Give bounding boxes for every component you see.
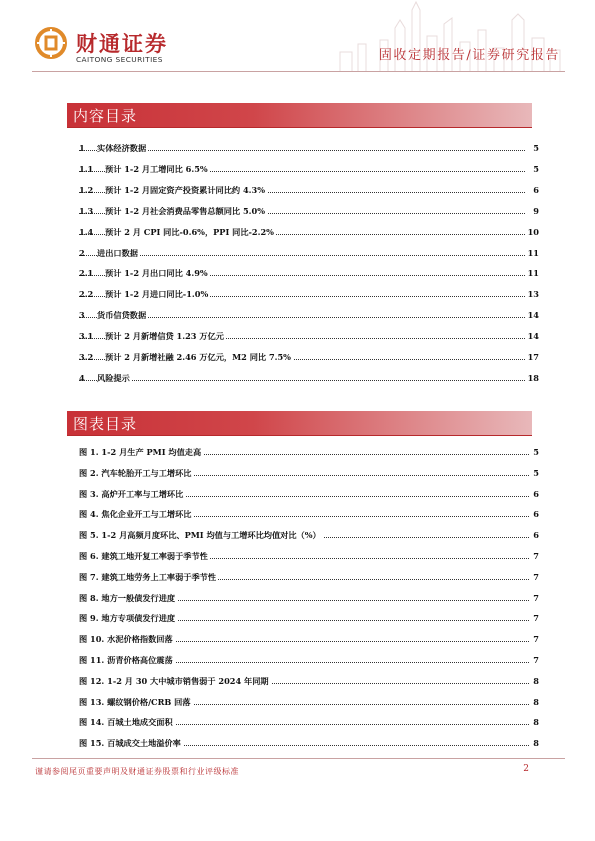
logo-chinese-name: 财通证券 — [76, 32, 168, 56]
figure-entry-page: 8 — [533, 696, 539, 707]
figure-entry-title: 图 4. 焦化企业开工与工增环比 — [79, 509, 192, 520]
figure-entry-title: 图 3. 高炉开工率与工增环比 — [79, 488, 184, 499]
figure-entry-title: 图 5. 1-2 月高频月度环比、PMI 均值与工增环比均值对比（%） — [79, 530, 321, 541]
report-type-label: 固收定期报告/证券研究报告 — [378, 48, 560, 63]
toc-entry[interactable] — [79, 227, 539, 241]
figures-heading-bar — [67, 411, 532, 435]
figure-entry[interactable] — [79, 593, 539, 607]
figure-entry-title: 图 11. 沥青价格高位震荡 — [79, 655, 173, 665]
figure-entry[interactable] — [79, 655, 539, 669]
toc-entry[interactable] — [79, 373, 539, 387]
figure-entry-page: 6 — [533, 530, 539, 541]
toc-entry[interactable] — [79, 248, 539, 262]
footer-disclaimer: 谨请参阅尾页重要声明及财通证券股票和行业评级标准 — [35, 767, 239, 776]
figure-entry-title: 图 13. 螺纹钢价格/CRB 回落 — [79, 696, 191, 707]
toc-entry-number: 3.2 — [79, 352, 94, 362]
figure-entry-page: 7 — [533, 571, 539, 582]
caitong-logo-icon — [34, 26, 68, 60]
toc-heading-rule — [67, 127, 532, 128]
figure-entry-title: 图 10. 水泥价格指数回落 — [79, 634, 173, 645]
figure-entry-page: 8 — [533, 738, 539, 749]
toc-entry[interactable] — [79, 185, 539, 199]
toc-entry-page: 9 — [533, 205, 539, 216]
leader-dots — [79, 380, 525, 381]
toc-entry-number: 1 — [79, 143, 85, 153]
figures-heading-rule — [67, 435, 532, 436]
figure-entry-page: 7 — [533, 634, 539, 645]
toc-entry-page: 11 — [527, 247, 539, 258]
figure-entry[interactable] — [79, 572, 539, 586]
figure-entry-page: 8 — [533, 717, 539, 728]
toc-entry[interactable] — [79, 206, 539, 220]
toc-entry-page: 14 — [527, 310, 539, 321]
toc-entry-title: 预计 1-2 月进口同比-1.0% — [105, 289, 209, 300]
figure-entry[interactable] — [79, 489, 539, 503]
toc-entry-number: 2.2 — [79, 289, 94, 300]
toc-entry-title: 预计 1-2 月固定资产投资累计同比约 4.3% — [105, 184, 265, 195]
toc-entry-page: 10 — [527, 226, 539, 237]
toc-entry-page: 5 — [533, 143, 539, 153]
figure-entry[interactable] — [79, 613, 539, 627]
toc-entry-number: 1.4 — [79, 226, 94, 237]
leader-dots — [79, 255, 525, 256]
toc-entry-number: 1.2 — [79, 184, 94, 195]
figure-entry[interactable] — [79, 551, 539, 565]
figure-entry[interactable] — [79, 697, 539, 711]
toc-entry-page: 6 — [533, 184, 539, 195]
toc-entry-title: 进出口数据 — [97, 247, 138, 258]
figure-entry-title: 图 2. 汽车轮胎开工与工增环比 — [79, 467, 192, 478]
figure-entry-title: 图 1. 1-2 月生产 PMI 均值走高 — [79, 447, 202, 457]
figure-entry-title: 图 8. 地方一般债发行进度 — [79, 592, 176, 603]
figure-entry[interactable] — [79, 447, 539, 461]
toc-entry-title: 实体经济数据 — [97, 143, 147, 153]
toc-entry-number: 3 — [79, 310, 85, 321]
figure-entry[interactable] — [79, 717, 539, 731]
toc-entry-number: 4 — [79, 372, 85, 383]
toc-entry-number: 2 — [79, 247, 85, 258]
figure-entry-page: 8 — [533, 675, 539, 686]
figure-entry-title: 图 9. 地方专项债发行进度 — [79, 613, 176, 624]
toc-entry[interactable] — [79, 310, 539, 324]
header-divider — [32, 71, 565, 72]
toc-entry-title: 预计 1-2 月工增同比 6.5% — [105, 163, 208, 174]
figure-entry-title: 图 15. 百城成交土地溢价率 — [79, 738, 181, 749]
toc-entry-title: 预计 1-2 月出口同比 4.9% — [105, 268, 208, 279]
toc-heading-bar — [67, 103, 532, 127]
figure-entry-page: 7 — [533, 613, 539, 624]
figure-entry-page: 7 — [533, 592, 539, 603]
figure-entry[interactable] — [79, 738, 539, 752]
toc-entry-page: 5 — [533, 163, 539, 174]
toc-heading: 内容目录 — [73, 107, 138, 125]
figure-entry-page: 7 — [533, 551, 539, 561]
toc-entry[interactable] — [79, 352, 539, 366]
figure-entry[interactable] — [79, 634, 539, 648]
toc-entry-page: 17 — [527, 352, 539, 362]
toc-entry[interactable] — [79, 143, 539, 157]
toc-entry[interactable] — [79, 164, 539, 178]
figure-entry[interactable] — [79, 509, 539, 523]
logo-english-name: CAITONG SECURITIES — [76, 55, 163, 64]
figure-entry-page: 6 — [533, 488, 539, 499]
toc-entry[interactable] — [79, 289, 539, 303]
toc-entry[interactable] — [79, 331, 539, 345]
figure-entry-page: 6 — [533, 509, 539, 520]
page-header — [0, 0, 595, 96]
figure-entry[interactable] — [79, 530, 539, 544]
page-number: 2 — [523, 764, 529, 774]
figure-entry-title: 图 14. 百城土地成交面积 — [79, 717, 173, 728]
footer-divider — [32, 758, 565, 759]
toc-entry-number: 2.1 — [79, 268, 94, 279]
toc-entry-number: 1.1 — [79, 163, 94, 174]
figure-entry-page: 5 — [533, 467, 539, 478]
toc-entry-title: 预计 2 月新增信贷 1.23 万亿元 — [105, 331, 224, 342]
toc-entry-page: 13 — [527, 289, 539, 300]
figure-entry-page: 7 — [533, 655, 539, 665]
toc-entry-title: 预计 2 月新增社融 2.46 万亿元，M2 同比 7.5% — [105, 352, 291, 362]
figures-heading: 图表目录 — [73, 415, 138, 433]
toc-entry-number: 1.3 — [79, 205, 94, 216]
toc-entry-title: 货币信贷数据 — [97, 310, 147, 321]
figure-entry-title: 图 6. 建筑工地开复工率弱于季节性 — [79, 551, 208, 561]
toc-entry-page: 11 — [527, 268, 539, 279]
figure-entry[interactable] — [79, 676, 539, 690]
toc-entry-page: 18 — [527, 372, 539, 383]
toc-entry-page: 14 — [527, 331, 539, 342]
toc-entry-number: 3.1 — [79, 331, 94, 342]
figure-entry-title: 图 12. 1-2 月 30 大中城市销售弱于 2024 年同期 — [79, 675, 269, 686]
toc-entry[interactable] — [79, 268, 539, 282]
company-logo — [34, 26, 184, 70]
toc-entry-title: 风险提示 — [97, 372, 130, 383]
figure-entry-page: 5 — [533, 447, 539, 457]
toc-entry-title: 预计 1-2 月社会消费品零售总额同比 5.0% — [105, 205, 265, 216]
toc-entry-title: 预计 2 月 CPI 同比-0.6%，PPI 同比-2.2% — [105, 226, 274, 237]
figure-entry[interactable] — [79, 468, 539, 482]
figure-entry-title: 图 7. 建筑工地劳务上工率弱于季节性 — [79, 571, 217, 582]
